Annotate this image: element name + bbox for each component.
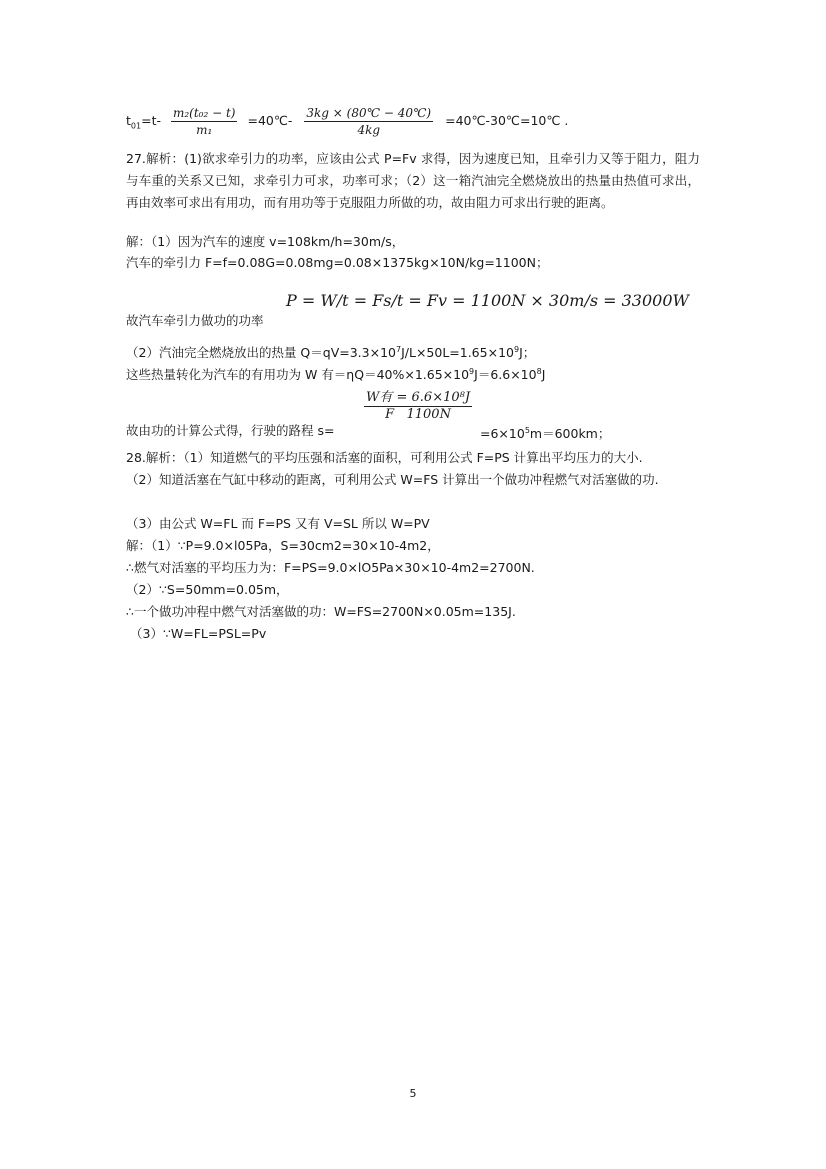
q27-heat-line: （2）汽油完全燃烧放出的热量 $Q=qV=3.3\times 10^7J/L\times 50L=1.65\times 10^9J$；: [126, 345, 536, 361]
page-number: 5: [409, 1087, 417, 1100]
q27-useful-work-line: 这些热量转化为汽车的有用功为 W 有$=\eta Q=40\%\times 1.65\times 10^9J=6.6\times 10^8J$: [126, 367, 546, 383]
q27-analysis: 27.解析：(1)欲求牵引力的功率，应该由公式 P=Fv 求得，因为速度已知，且牵引力又等于阻力，阻力与车重的关系又已知，求牵引力可求，功率可求；（2）这一箱汽油完全燃烧放出的热量由热值可求出，再由效率可求出有用功，而有用功等于克服阻力所做的功，故由阻力可求出行驶的距离。: [126, 151, 700, 210]
q27-solution-2: 汽车的牵引力 F=f=0.08G=0.08mg=0.08×1375kg×10N/kg=1100N；: [126, 255, 549, 270]
q28-analysis-2: （2）知道活塞在气缸中移动的距离，可利用公式 W=FS 计算出一个做功冲程燃气对活塞做的功.: [126, 472, 659, 487]
q28-analysis-1: 28.解析：（1）知道燃气的平均压强和活塞的面积，可利用公式 F=PS 计算出平均压力的大小.: [126, 450, 643, 465]
q28-solution-5: （3）∵W=FL=PSL=Pv: [130, 626, 267, 641]
equation-t01: $t_{01}=t-$ $\frac{\text{m₂(t₀₂ − t)}}{\text{m₁}}$ =40℃- $\frac{3kg \times (80℃ - 40℃)}{4kg}$ =40℃-30℃=10℃ .: [126, 106, 569, 137]
q28-solution-4: ∴一个做功冲程中燃气对活塞做的功：W=FS=2700N×0.05m=135J.: [126, 604, 516, 619]
q28-solution-1: 解：（1）∵P=9.0×l05Pa，S=30cm2=30×10-4m2，: [126, 538, 440, 553]
distance-fraction: W有 = 6.6×10⁸J F 1100N: [366, 390, 471, 422]
fraction-3kg-4kg: $\frac{3kg \times (80℃ - 40℃)}{4kg}$: [306, 106, 432, 137]
q28-solution-3: （2）∵S=50mm=0.05m，: [126, 582, 289, 597]
power-formula: P = W/t = Fs/t = Fv = 1100N × 30m/s = 33000W: [286, 291, 689, 310]
q28-analysis-3: （3）由公式 W=FL 而 F=PS 又有 V=SL 所以 W=PV: [126, 516, 430, 531]
fraction-m2-m1: $\frac{\text{m₂(t₀₂ − t)}}{\text{m₁}}$: [172, 106, 236, 137]
q28-solution-2: ∴燃气对活塞的平均压力为：F=PS=9.0×lO5Pa×30×10-4m2=2700N.: [126, 560, 535, 575]
q27-solution-1: 解：（1）因为汽车的速度 v=108km/h=30m/s，: [126, 234, 405, 249]
